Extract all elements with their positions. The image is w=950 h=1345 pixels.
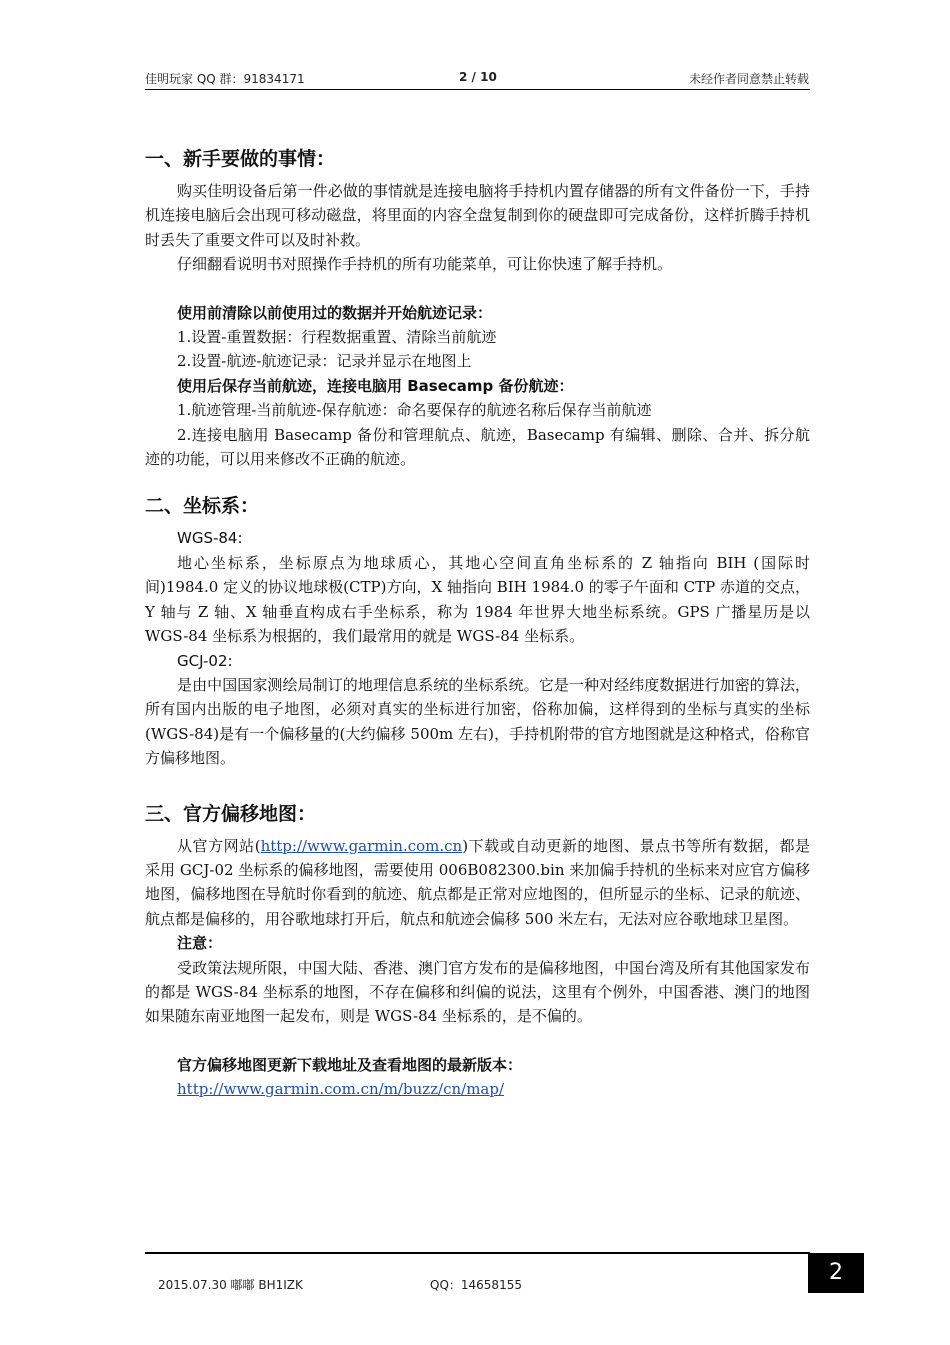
section1-para2: 仔细翻看说明书对照操作手持机的所有功能菜单，可让你快速了解手持机。	[177, 255, 673, 274]
update-link-line	[145, 1077, 810, 1101]
wgs84-label: WGS-84:	[177, 529, 243, 548]
header-left: 佳明玩家 QQ 群：91834171	[145, 72, 305, 86]
header-page-number: 2 / 10	[459, 70, 497, 84]
section1-item: 2.连接电脑用 Basecamp 备份和管理航点、航迹，Basecamp 有编辑、删除、合并、拆分航迹的功能，可以用来修改不正确的航迹。	[145, 425, 810, 469]
section1-sub2: 使用后保存当前航迹，连接电脑用 Basecamp 备份航迹：	[177, 376, 574, 395]
gcj02-label: GCJ-02:	[177, 651, 233, 670]
section3-title: 三、官方偏移地图：	[145, 802, 317, 825]
gcj02-text: 是由中国国家测绘局制订的地理信息系统的坐标系统。它是一种对经纬度数据进行加密的算法，所有国内出版的电子地图，必须对真实的坐标进行加密，俗称加偏，这样得到的坐标与真实的坐标(WGS-84)是有一个偏移量的(大约偏移 500m 左右)，手持机附带的官方地图就是这种格式，俗称官方偏移地图。	[145, 675, 810, 768]
section1-sub1: 使用前清除以前使用过的数据并开始航迹记录：	[177, 303, 493, 322]
document-body	[145, 130, 810, 1102]
section1-item: 1.航迹管理-当前航迹-保存航迹：命名要保存的航迹名称后保存当前航迹	[177, 401, 652, 420]
section1-item: 2.设置-航迹-航迹记录：记录并显示在地图上	[177, 352, 472, 371]
header-divider	[145, 89, 810, 90]
footer-divider	[145, 1252, 810, 1254]
wgs84-text: 地心坐标系，坐标原点为地球质心，其地心空间直角坐标系的 Z 轴指向 BIH (国际时间)1984.0 定义的协议地球极(CTP)方向，X 轴指向 BIH 1984.0 的零子午面和 CTP 赤道的交点，Y 轴与 Z 轴、X 轴垂直构成右手坐标系，称为 1984 年世界大地坐标系统。GPS 广播星历是以 WGS-84 坐标系为根据的，我们最常用的就是 WGS-84 坐标系。	[145, 553, 810, 646]
section1-item: 1.设置-重置数据：行程数据重置、清除当前航迹	[177, 328, 497, 347]
para-text: 从官方网站(	[177, 836, 261, 855]
footer-qq: QQ：14658155	[430, 1278, 522, 1292]
section1-para1: 购买佳明设备后第一件必做的事情就是连接电脑将手持机内置存储器的所有文件备份一下，手持机连接电脑后会出现可移动磁盘，将里面的内容全盘复制到你的硬盘即可完成备份，这样折腾手持机时丢失了重要文件可以及时补救。	[145, 182, 810, 249]
map-update-link[interactable]: http://www.garmin.com.cn/m/buzz/cn/map/	[177, 1080, 505, 1099]
para-text: )下载或自动更新的地图、景点书等所有数据，都是采用 GCJ-02 坐标系的偏移地图，需要使用 006B082300.bin 来加偏手持机的坐标来对应官方偏移地图，偏移地图在导航时你看到的航迹、航点都是正常对应地图的，但所显示的坐标、记录的航迹、航点都是偏移的，用谷歌地球打开后，航点和航迹会偏移 500 米左右，无法对应谷歌地球卫星图。	[145, 836, 811, 928]
garmin-site-link[interactable]: http://www.garmin.com.cn	[260, 836, 463, 855]
section2-title: 二、坐标系：	[145, 495, 260, 518]
page-number-box: 2	[808, 1253, 864, 1293]
section1-title: 一、新手要做的事情：	[145, 148, 336, 170]
note-text: 受政策法规所限，中国大陆、香港、澳门官方发布的是偏移地图，中国台湾及所有其他国家发布的都是 WGS-84 坐标系的地图，不存在偏移和纠偏的说法，这里有个例外，中国香港、澳门的地图如果随东南亚地图一起发布，则是 WGS-84 坐标系的，是不偏的。	[145, 958, 810, 1026]
note-label: 注意：	[177, 934, 223, 953]
section3-para1	[145, 834, 810, 932]
footer-left: 2015.07.30 嘟嘟 BH1IZK	[158, 1278, 303, 1292]
header-right: 未经作者同意禁止转载	[688, 72, 809, 86]
update-label: 官方偏移地图更新下载地址及查看地图的最新版本：	[177, 1055, 523, 1074]
